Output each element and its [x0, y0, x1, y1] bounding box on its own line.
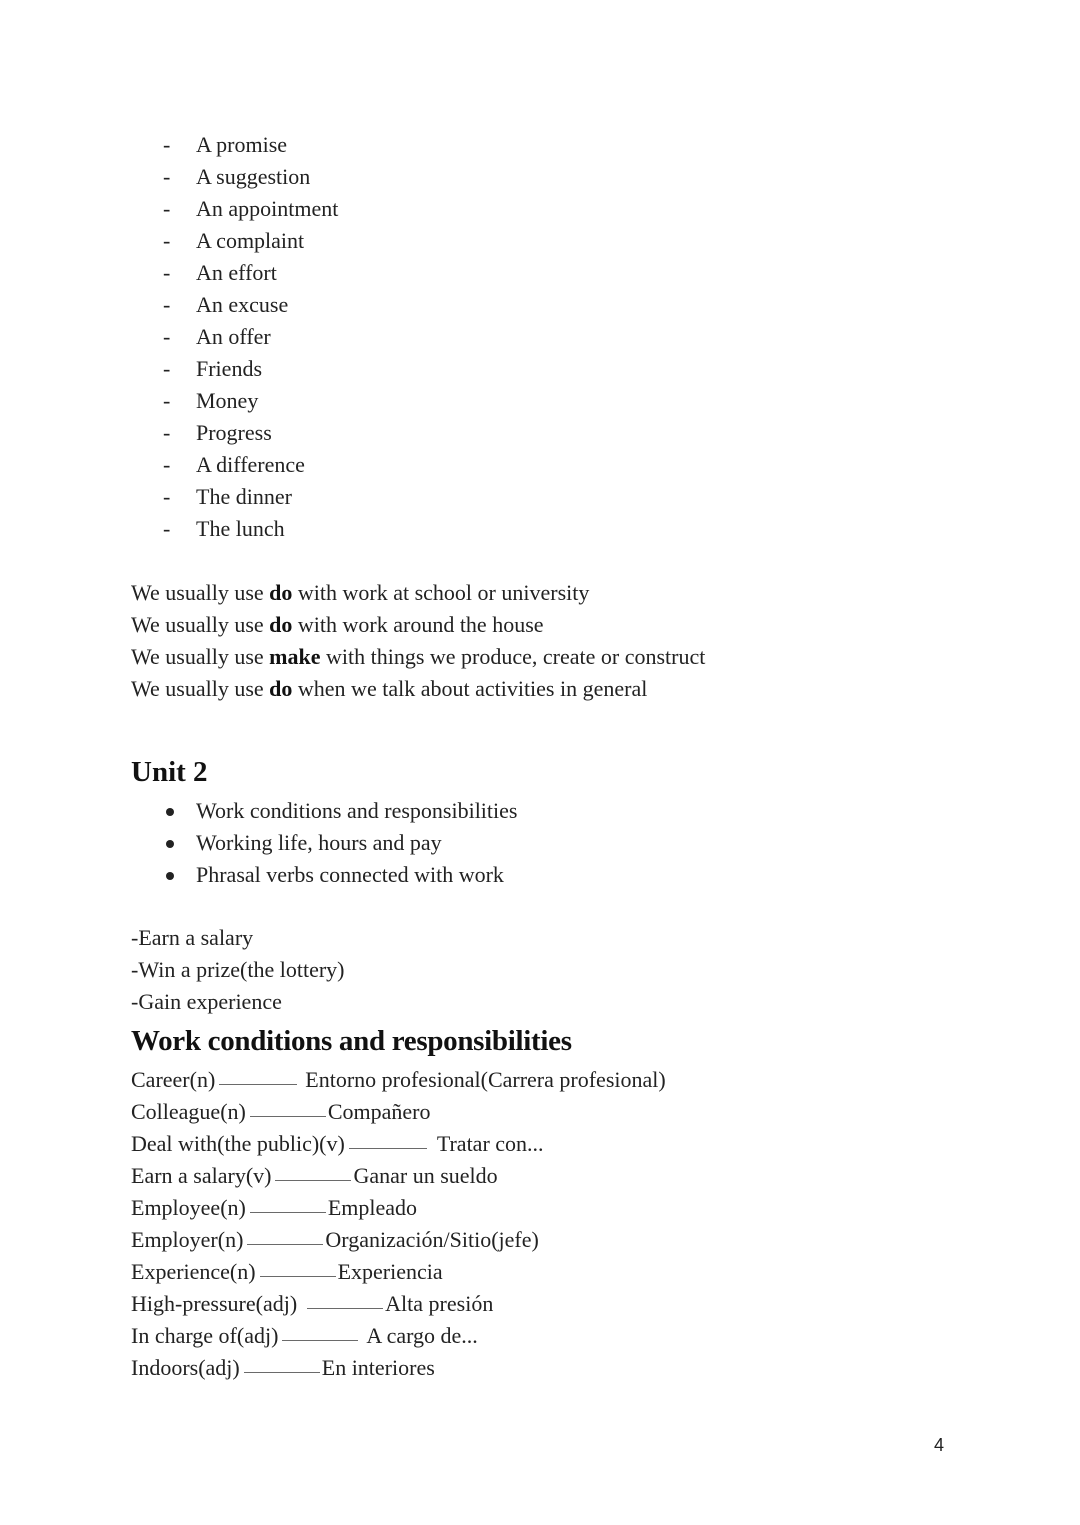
dash-marker: - [163, 516, 171, 541]
dash-marker: - [163, 388, 171, 413]
vocabulary-list [131, 1064, 666, 1384]
connector-line [275, 1180, 351, 1181]
usage-note: We usually use do with work around the house [131, 612, 544, 637]
connector-line [247, 1244, 323, 1245]
vocab-term: High-pressure(adj) [131, 1291, 298, 1316]
vocab-term: Indoors(adj) [131, 1355, 240, 1380]
vocab-term: In charge of(adj) [131, 1323, 279, 1348]
vocab-term: Employer(n) [131, 1227, 244, 1252]
usage-note: We usually use do with work at school or university [131, 580, 590, 605]
vocabulary-row [131, 1192, 666, 1224]
vocab-translation: En interiores [321, 1355, 435, 1380]
dash-marker: - [163, 356, 171, 381]
vocab-term: Experience(n) [131, 1259, 256, 1284]
connector-line [244, 1372, 320, 1373]
keyword: do [269, 676, 293, 701]
document-page: - A promise - A suggestion - An appointment - A complaint - An effort - An excuse - An offer - Friends - Money - Progress - A difference - The dinner - The lunch We usually use do with work at school or university We usually use do with work around the house We usually use make with things we produce, create or construct We usually use do when we talk about activities in general Unit 2 Work conditions and responsibilities Working life, hours and pay Phrasal verbs connected with work -Earn a salary -Win a prize(the lottery) -Gain experience Work conditions and responsibilities Career(n) Entorno profesional(Carrera profesional) Colleague(n) Compañero Deal with(the public)(v) Tratar con... Earn a salary(v) Ganar un sueldo Employee(n) Empleado Employer(n) Organización/Sitio(jefe) Experience(n) Experiencia High-pressure(adj) Alta presión In charge of(adj) A cargo de... Indoors(adj) En interiores 4 [0, 0, 1080, 1525]
vocab-translation: Organización/Sitio(jefe) [325, 1227, 539, 1252]
dash-marker: - [163, 228, 171, 253]
section-heading: Work conditions and responsibilities [131, 1025, 572, 1057]
verb-phrase: -Gain experience [131, 989, 282, 1014]
vocab-term: Employee(n) [131, 1195, 246, 1220]
vocabulary-row [131, 1352, 666, 1384]
vocab-translation: Experiencia [337, 1259, 443, 1284]
dash-marker: - [163, 420, 171, 445]
vocab-translation: Alta presión [385, 1291, 494, 1316]
vocabulary-row [131, 1224, 666, 1256]
bullet-icon [166, 808, 174, 816]
dash-marker: - [163, 260, 171, 285]
vocab-translation: Compañero [327, 1099, 431, 1124]
verb-phrase: -Earn a salary [131, 925, 254, 950]
vocab-term: Career(n) [131, 1067, 216, 1092]
connector-line [250, 1212, 326, 1213]
usage-note: We usually use make with things we produce, create or construct [131, 644, 706, 669]
dash-marker: - [163, 292, 171, 317]
keyword: make [269, 644, 321, 669]
connector-line [260, 1276, 336, 1277]
vocabulary-row [131, 1256, 666, 1288]
dash-marker: - [163, 132, 171, 157]
connector-line [282, 1340, 358, 1341]
connector-line [219, 1084, 297, 1085]
connector-line [349, 1148, 427, 1149]
vocab-translation: Entorno profesional(Carrera profesional) [305, 1067, 666, 1092]
page-number: 4 [934, 1435, 945, 1455]
vocabulary-row [131, 1288, 666, 1320]
bullet-icon [166, 872, 174, 880]
vocab-translation: A cargo de... [366, 1323, 478, 1348]
dash-marker: - [163, 196, 171, 221]
dash-marker: - [163, 484, 171, 509]
vocabulary-row [131, 1128, 666, 1160]
dash-marker: - [163, 164, 171, 189]
vocabulary-row [131, 1096, 666, 1128]
verb-phrase: -Win a prize(the lottery) [131, 957, 345, 982]
usage-note: We usually use do when we talk about activities in general [131, 676, 648, 701]
vocabulary-row [131, 1320, 666, 1352]
vocab-translation: Empleado [327, 1195, 418, 1220]
vocabulary-row [131, 1064, 666, 1096]
vocab-translation: Ganar un sueldo [353, 1163, 498, 1188]
keyword: do [269, 580, 293, 605]
unit-heading: Unit 2 [131, 756, 208, 788]
keyword: do [269, 612, 293, 637]
connector-line [250, 1116, 326, 1117]
dash-marker: - [163, 452, 171, 477]
vocab-translation: Tratar con... [436, 1131, 544, 1156]
vocab-term: Colleague(n) [131, 1099, 246, 1124]
vocab-term: Earn a salary(v) [131, 1163, 272, 1188]
vocabulary-row [131, 1160, 666, 1192]
vocab-term: Deal with(the public)(v) [131, 1131, 345, 1156]
bullet-icon [166, 840, 174, 848]
dash-marker: - [163, 324, 171, 349]
connector-line [307, 1308, 383, 1309]
usage-notes [131, 577, 705, 705]
verb-phrases [131, 922, 345, 1018]
